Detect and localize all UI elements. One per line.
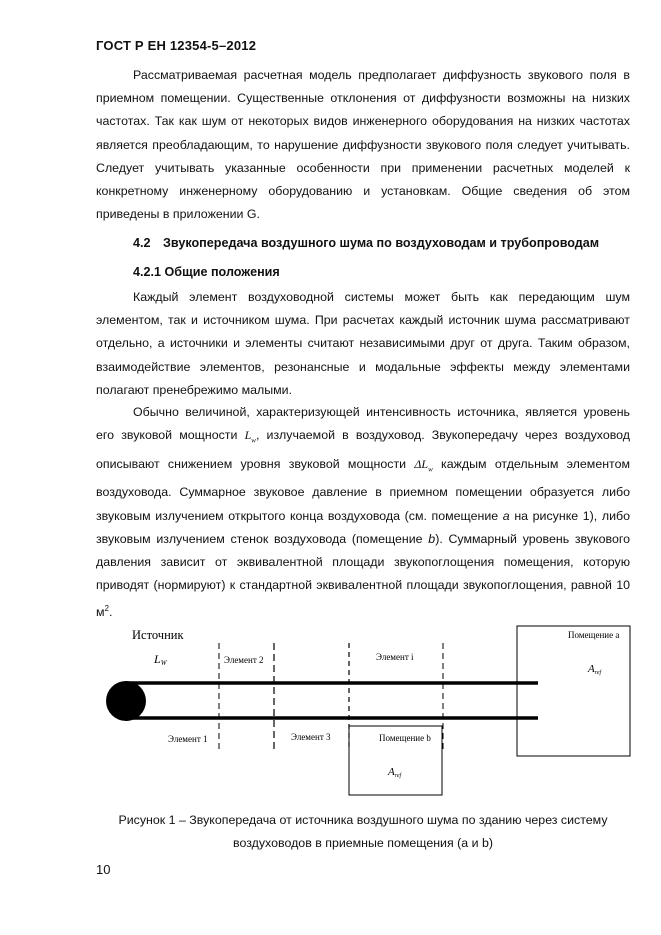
figure-caption-line-1: Рисунок 1 – Звукопередача от источника воздушного шума по зданию через систему	[118, 813, 608, 827]
paragraph-sound-power	[96, 401, 630, 625]
sound-power-text-4: на рисунке 1), либо звуковым излучением стенок воздуховода (помещение	[96, 508, 630, 546]
figure-caption-line-2: воздуховодов в приемные помещения (a и b)	[233, 836, 493, 850]
page-number: 10	[96, 862, 111, 877]
sound-power-text-5: ). Суммарный уровень звукового давления зависит от эквивалентной площади звукопоглощения помещения, которую приводят (нормируют) к стандартной эквивалентной площади звукопоглощения, равной 10 м	[96, 531, 630, 620]
lw-symbol-sub: w	[251, 436, 256, 445]
element-3-label: Элемент 3	[291, 732, 331, 742]
section-heading	[133, 236, 599, 250]
element-1-label: Элемент 1	[168, 734, 208, 744]
sound-power-text-3: каждым отдельным элементом воздуховода. Суммарное звуковое давление в приемном помещении образуется либо звуковым излучением открытого конца воздуховода (см. помещение	[96, 456, 631, 523]
paragraph-diffusion-text: Рассматриваемая расчетная модель предполагает диффузность звукового поля в приемном помещении. Существенные отклонения от диффузности возможны на низких частотах. Так как шум от некоторых видов инженерного оборудования на низких частотах является преобладающим, то нарушение диффузности звукового поля следует учитывать. Следует учитывать указанные особенности при применении расчетных моделей к конкретному инженерному оборудованию и установкам. Общие сведения об этом приведены в приложении G.	[96, 68, 630, 222]
sound-power-text-1: Обычно величиной, характеризующей интенсивность источника, является уровень его звуковой мощности	[96, 405, 630, 443]
standard-header: ГОСТ Р ЕН 12354-5–2012	[96, 38, 257, 53]
element-2-label: Элемент 2	[224, 655, 264, 665]
room-a-aref: Aref	[588, 663, 602, 676]
lw-symbol-main: L	[244, 428, 252, 443]
sound-source-circle	[106, 681, 146, 721]
sound-power-text-2: , излучаемой в воздуховод. Звукопередачу через воздуховод описывают снижением уровня звуковой мощности	[96, 428, 631, 471]
section-title: Звукопередача воздушного шума по воздуховодам и трубопроводам	[163, 236, 600, 250]
sound-power-text-end: .	[108, 605, 113, 620]
delta-lw-symbol-sub: w	[428, 465, 433, 474]
room-a-ref: a	[502, 508, 510, 523]
room-a-box	[517, 626, 630, 756]
room-b-ref: b	[428, 531, 436, 546]
square-superscript: 2	[104, 604, 109, 614]
paragraph-diffusion	[96, 64, 630, 226]
paragraph-elements-text: Каждый элемент воздуховодной системы может быть как передающим шум элементом, так и источником шума. При расчетах каждый источник шума рассматривают отдельно, а источники и элементы считают независимыми друг от друга. Таким образом, взаимодействие элементов, резонансные и модальные эффекты между элементами полагают пренебрежимо малыми.	[96, 290, 630, 397]
room-b-aref: Aref	[388, 766, 402, 779]
section-number: 4.2	[133, 236, 151, 250]
room-a-label: Помещение a	[568, 630, 620, 640]
duct-system-figure	[96, 622, 646, 798]
source-label: Источник	[132, 628, 184, 642]
paragraph-elements	[96, 286, 630, 402]
delta-lw-symbol	[414, 456, 433, 474]
subsection-heading: 4.2.1 Общие положения	[133, 265, 280, 279]
room-b-label: Помещение b	[379, 733, 431, 743]
delta-lw-symbol-main: ΔL	[414, 456, 429, 471]
lw-label: LW	[154, 652, 167, 667]
lw-symbol	[244, 428, 256, 445]
element-i-label: Элемент i	[376, 652, 414, 662]
